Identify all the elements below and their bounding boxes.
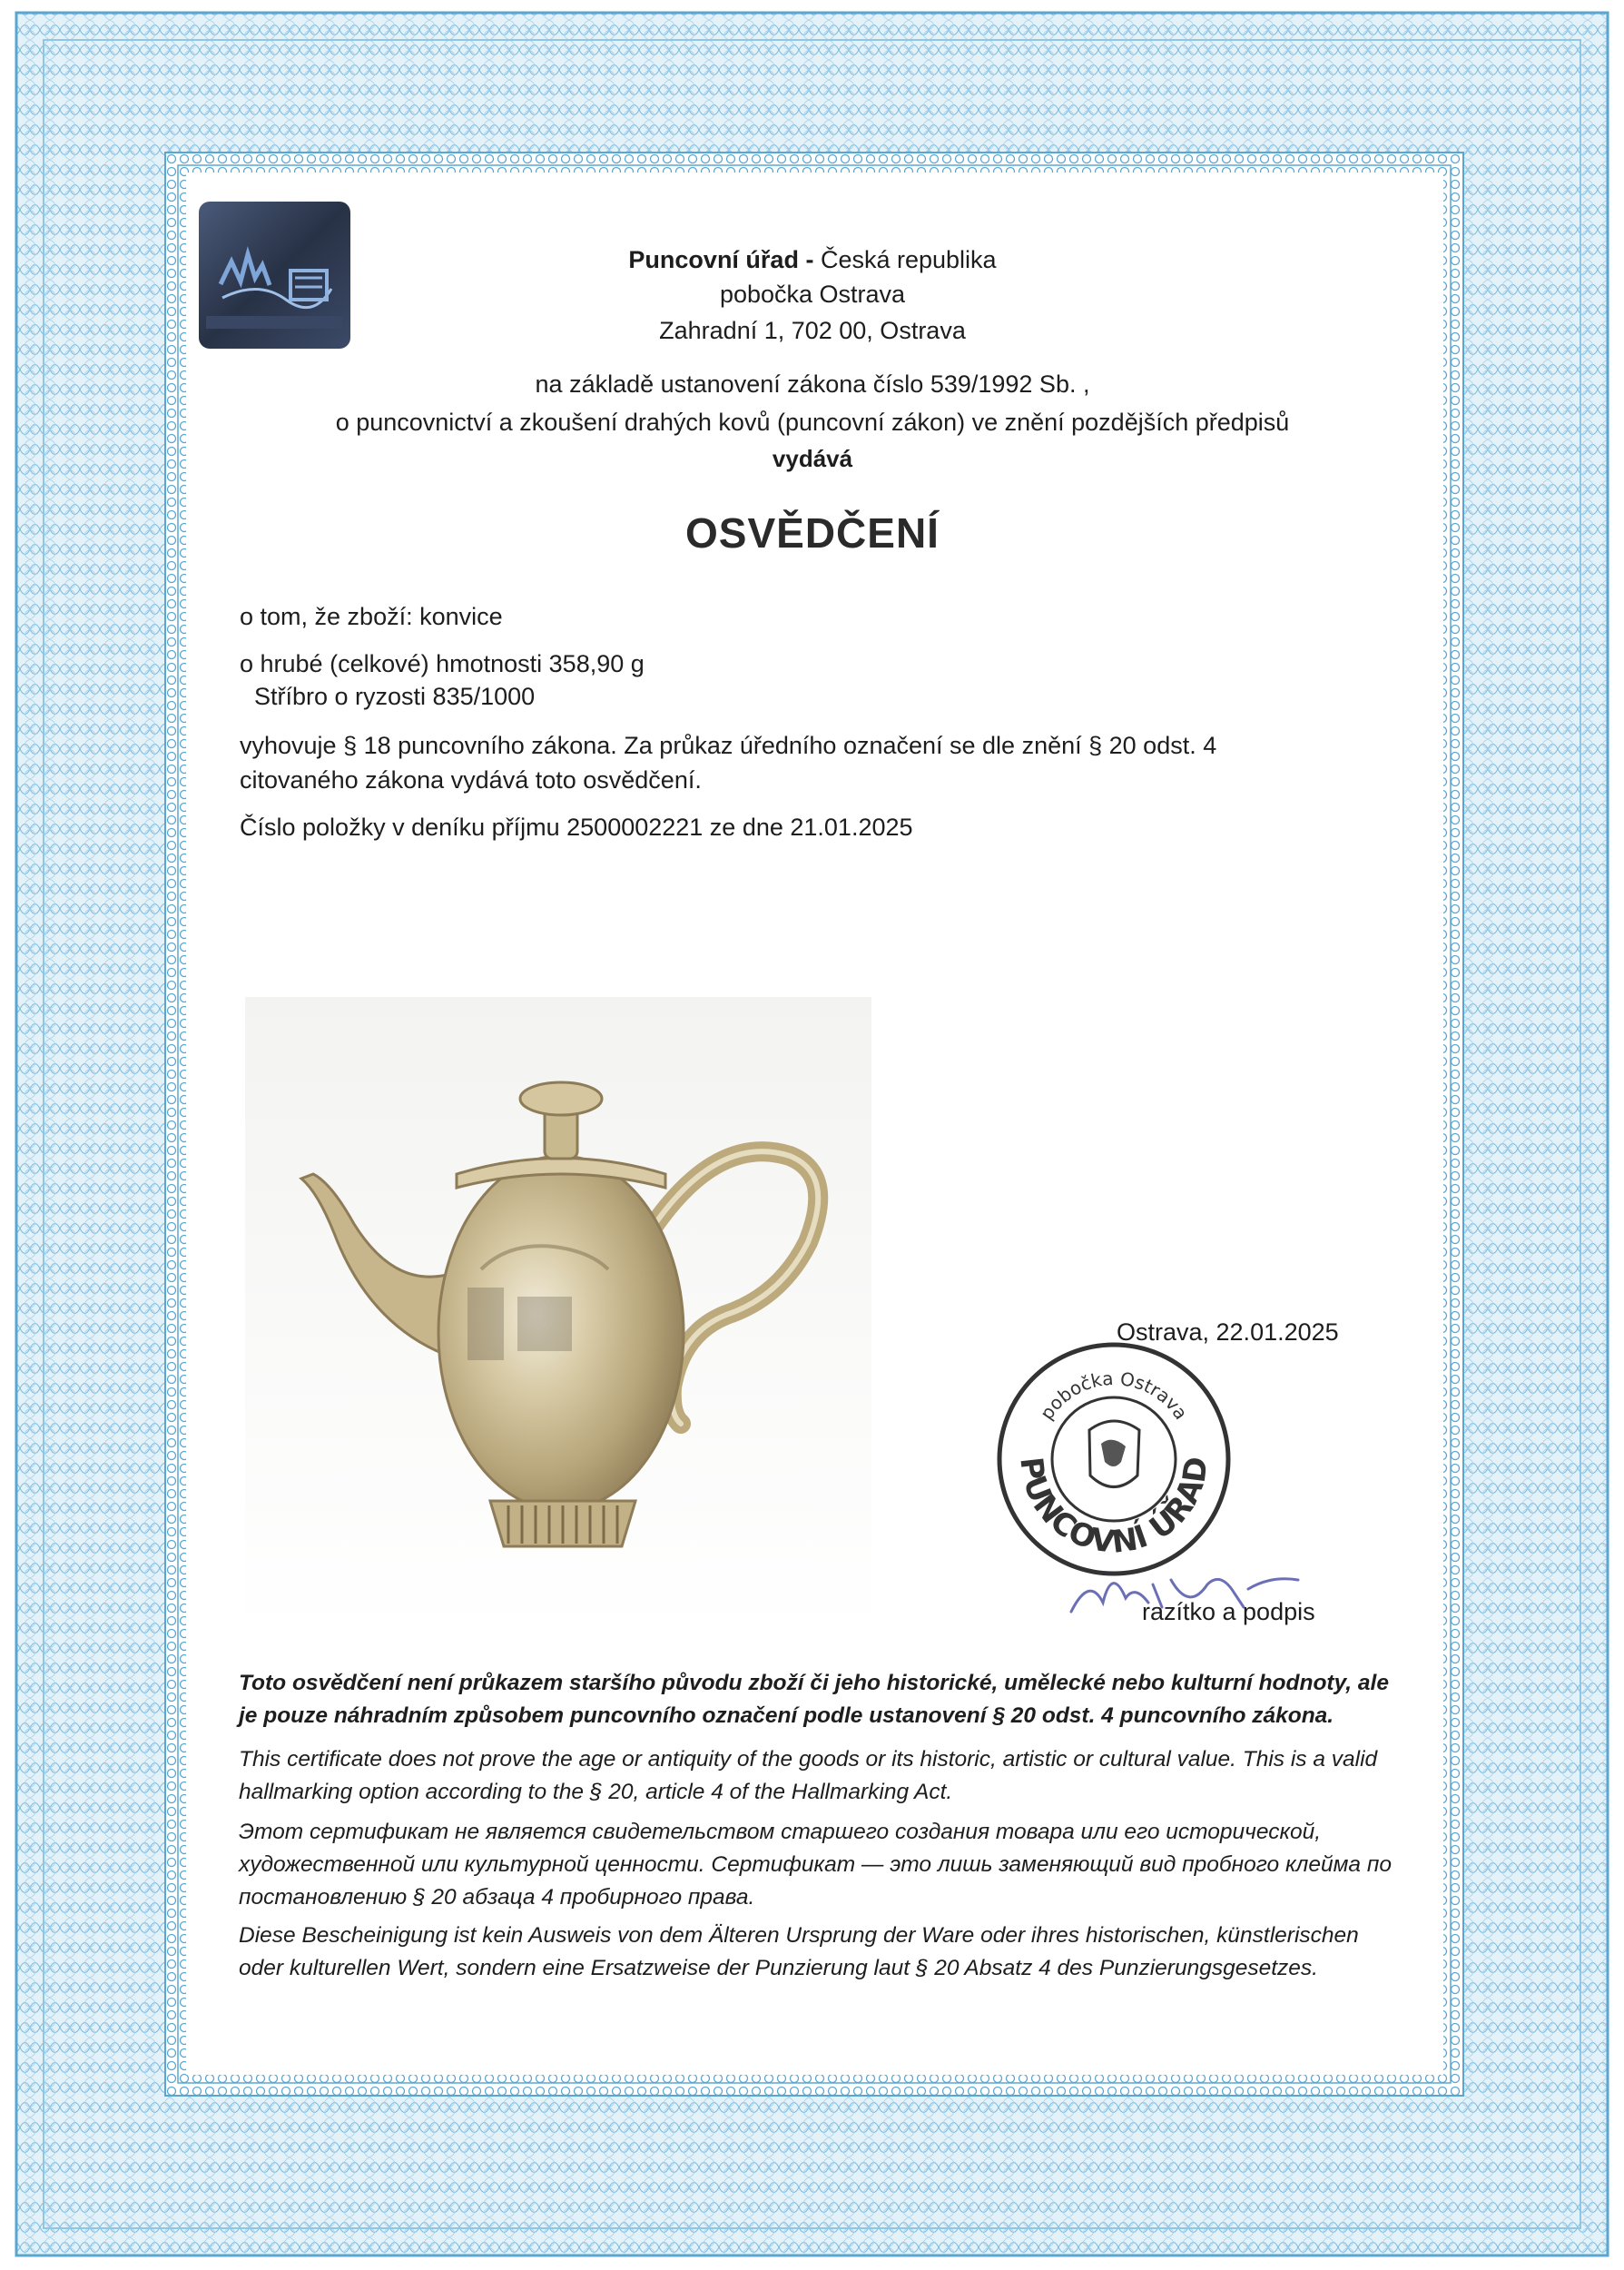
teapot-photo (245, 997, 871, 1633)
goods-line: o tom, že zboží: konvice (240, 603, 503, 630)
issues-label: vydává (772, 445, 853, 472)
disclaimer-english: This certificate does not prove the age or antiquity of the goods or its historic, artistic or cultural value. This is a valid hallmarking option according to the § 20, article 4 of the Hallmarking Act. (239, 1747, 1378, 1804)
compliance-text: vyhovuje § 18 puncovního zákona. Za průkaz úředního označení se dle znění § 20 odst. 4 citovaného zákona vydává toto osvědčení. (240, 732, 1217, 794)
issuer-address: Zahradní 1, 702 00, Ostrava (659, 317, 966, 344)
stamp-signature-label: razítko a podpis (1142, 1598, 1315, 1625)
issuer-header (263, 243, 1362, 349)
issuer-office-name: Puncovní úřad - (628, 246, 814, 273)
document-title: OSVĚDČENÍ (685, 509, 940, 557)
issuer-office (263, 243, 1362, 276)
issuer-country: Česká republika (813, 246, 997, 273)
disclaimer-russian: Этот сертификат не является свидетельством старшего создания товара или его исторической, художественной или культурной ценности. Сертификат — это лишь заменяющий вид пробного клейма по постановлению § 20 абзаца 4 пробирного права. (239, 1820, 1392, 1910)
metal-line: Stříbro o ryzosti 835/1000 (254, 683, 536, 710)
weight-line: o hrubé (celkové) hmotnosti 358,90 g (240, 650, 645, 677)
stamp-top-text: pobočka Ostrava (1035, 1367, 1193, 1424)
legal-basis-line-2: o puncovnictví a zkoušení drahých kovů (puncovní zákon) ve znění pozdějších předpisů (335, 409, 1290, 436)
issuer-branch: pobočka Ostrava (719, 281, 906, 308)
legal-basis-line-1: na základě ustanovení zákona číslo 539/1992 Sb. , (535, 370, 1090, 398)
official-stamp (994, 1339, 1235, 1580)
legal-basis (263, 365, 1362, 441)
disclaimer-german: Diese Bescheinigung ist kein Ausweis von dem Älteren Ursprung der Ware oder ihres historischen, künstlerischen oder kulturellen Wert, sondern eine Ersatzweise der Punzierung laut § 20 Absatz 4 des Punzierungsgesetzes. (239, 1923, 1359, 1980)
stamp-bottom-text: PUNCOVNÍ ÚŘAD (1012, 1455, 1216, 1561)
disclaimer-czech: Toto osvědčení není průkazem staršího původu zboží či jeho historické, umělecké nebo kulturní hodnoty, ale je pouze náhradním způsobem puncovního označení podle ustanovení § 20 odst. 4 puncovního zákona. (239, 1671, 1389, 1728)
entry-number-line: Číslo položky v deníku příjmu 2500002221 ze dne 21.01.2025 (240, 814, 913, 841)
place-date: Ostrava, 22.01.2025 (1117, 1318, 1339, 1346)
